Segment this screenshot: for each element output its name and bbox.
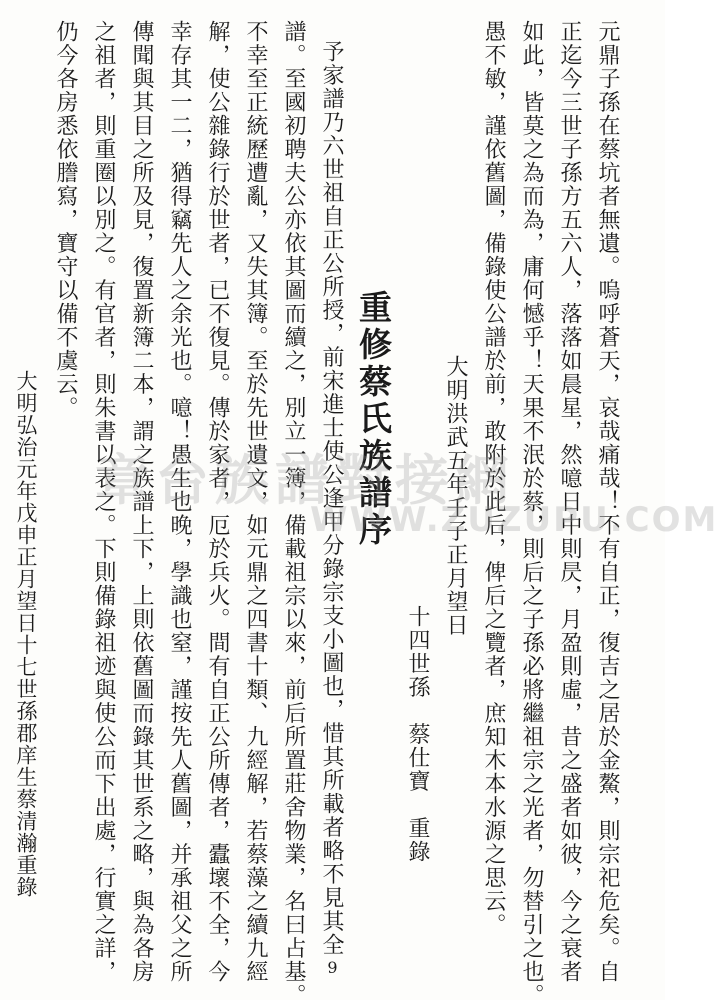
text-column: 元鼎子孫在蔡坑者無遺。嗚呼蒼天，哀哉痛哉！不有自正，復吉之居於金鰲，則宗祀危矣。自 xyxy=(595,20,620,984)
text-column: 愚不敏，謹依舊圖，備錄使公譜於前，敢附於此后，俾后之覽者，庶知木本水源之思云。 xyxy=(481,20,506,937)
signature-date: 大明洪武五年壬子正月望日 xyxy=(443,355,468,637)
page-number: 9 xyxy=(327,958,338,977)
text-column: 予家譜乃六世祖自正公所授，前宋進士使公逢甲分錄宗支小圖也，惜其所載者略不見其全 xyxy=(319,40,344,957)
text-column: 之祖者，則重圈以別之。有官者，則朱書以表之。下則備錄祖迹與使公而下出處，行實之詳， xyxy=(91,20,116,984)
signature-line: 大明弘治元年戊申正月望日十七世孫郡庠生蔡清瀚重錄 xyxy=(14,370,38,898)
watermark-text-en: WWW.ZUZUPU.COM xyxy=(310,500,718,540)
text-column: 不幸至正統歷遭亂，又失其簿。至於先世遺文，如元鼎之四書十類、九經解，若蔡藻之續九經 xyxy=(243,20,268,984)
section-title: 重修蔡氏族譜序 xyxy=(354,290,393,549)
text-column: 如此，皆莫之為而為，庸何憾乎！天果不泯於蔡，則后之子孫必將繼祖宗之光者，勿替引之也。 xyxy=(519,20,544,1007)
text-column: 正迄今三世子孫方五六人，落落如晨星，然噫日中則昃，月盈則虛，昔之盛者如彼，今之衰者 xyxy=(557,20,582,984)
signature-author: 十四世孫 蔡仕寶 重錄 xyxy=(405,605,430,864)
text-column: 解，使公雜錄行於世者，已不復見。傳於家者，厄於兵火。間有自正公所傳者，蠹壞不全，今 xyxy=(205,20,230,984)
text-column: 傳聞與其目之所及見，復置新簿二本，謂之族譜上下，上則依舊圖而錄其世系之略，與為各房 xyxy=(129,20,154,984)
text-column: 幸存其一二，猶得竊先人之余光也。噫！愚生也晚，學識也窒，謹按先人舊圖，并承祖父之所 xyxy=(167,20,192,984)
text-column: 譜。至國初聘夫公亦依其圖而續之，別立一簿，備載祖宗以來，前后所置莊舍物業，名曰占基。 xyxy=(281,20,306,1007)
text-column: 仍今各房悉依謄寫，寶守以備不虞云。 xyxy=(53,20,78,420)
watermark-text-zh: 章台族譜對接網 xyxy=(95,449,515,512)
